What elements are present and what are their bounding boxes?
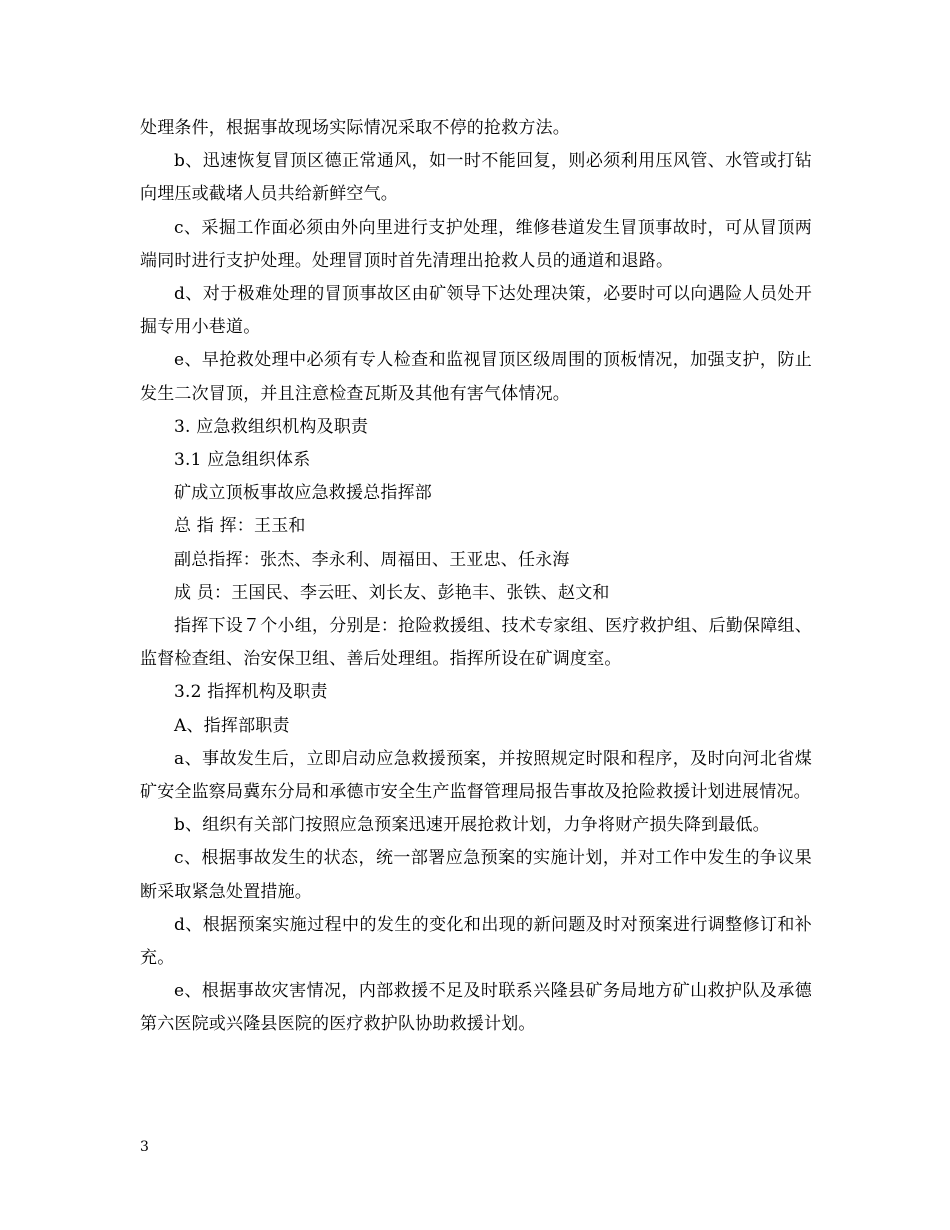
section-heading-3: 3. 应急救组织机构及职责: [174, 416, 369, 437]
paragraph-16: b、组织有关部门按照应急预案迅速开展抢救计划，力争将财产损失降到最低。: [174, 815, 770, 836]
paragraph-4: d、对于极难处理的冒顶事故区由矿领导下达处理决策，必要时可以向遇险人员处开掘专用小巷道。: [140, 284, 812, 338]
paragraph-2: b、迅速恢复冒顶区德正常通风，如一时不能回复，则必须利用压风管、水管或打钻向埋压或截堵人员共给新鲜空气。: [140, 151, 812, 205]
subheading-a: A、指挥部职责: [174, 715, 290, 736]
paragraph-8: 矿成立顶板事故应急救援总指挥部: [174, 483, 432, 504]
commander-line: 总 指 挥：王玉和: [174, 516, 306, 537]
paragraph-12: 指挥下设７个小组，分别是：抢险救援组、技术专家组、医疗救护组、后勤保障组、监督检查组、治安保卫组、善后处理组。指挥所设在矿调度室。: [140, 616, 812, 670]
deputy-commander-line: 副总指挥：张杰、李永利、周福田、王亚忠、任永海: [174, 549, 570, 570]
paragraph-3: c、采掘工作面必须由外向里进行支护处理，维修巷道发生冒顶事故时，可从冒顶两端同时进行支护处理。处理冒顶时首先清理出抢救人员的通道和退路。: [140, 217, 812, 271]
paragraph-18: d、根据预案实施过程中的发生的变化和出现的新问题及时对预案进行调整修订和补充。: [140, 914, 812, 969]
paragraph-15: a、事故发生后，立即启动应急救援预案，并按照规定时限和程序，及时向河北省煤矿安全监察局冀东分局和承德市安全生产监督管理局报告事故及抢险救援计划进展情况。: [140, 748, 812, 803]
section-heading-3-1: 3.1 应急组织体系: [174, 450, 311, 471]
paragraph-17: c、根据事故发生的状态，统一部署应急预案的实施计划，并对工作中发生的争议果断采取紧急处置措施。: [140, 848, 812, 902]
section-heading-3-2: 3.2 指挥机构及职责: [174, 682, 328, 703]
page-number: 3: [140, 1139, 149, 1155]
paragraph-19: e、根据事故灾害情况，内部救援不足及时联系兴隆县矿务局地方矿山救护队及承德第六医院或兴隆县医院的医疗救护队协助救援计划。: [140, 981, 812, 1035]
document-body: [140, 112, 812, 1042]
members-line: 成 员：王国民、李云旺、刘长友、彭艳丰、张铁、赵文和: [174, 582, 610, 603]
paragraph-1: 处理条件，根据事故现场实际情况采取不停的抢救方法。: [140, 118, 570, 138]
paragraph-5: e、早抢救处理中必须有专人检查和监视冒顶区级周围的顶板情况，加强支护，防止发生二次冒顶，并且注意检查瓦斯及其他有害气体情况。: [140, 350, 812, 404]
